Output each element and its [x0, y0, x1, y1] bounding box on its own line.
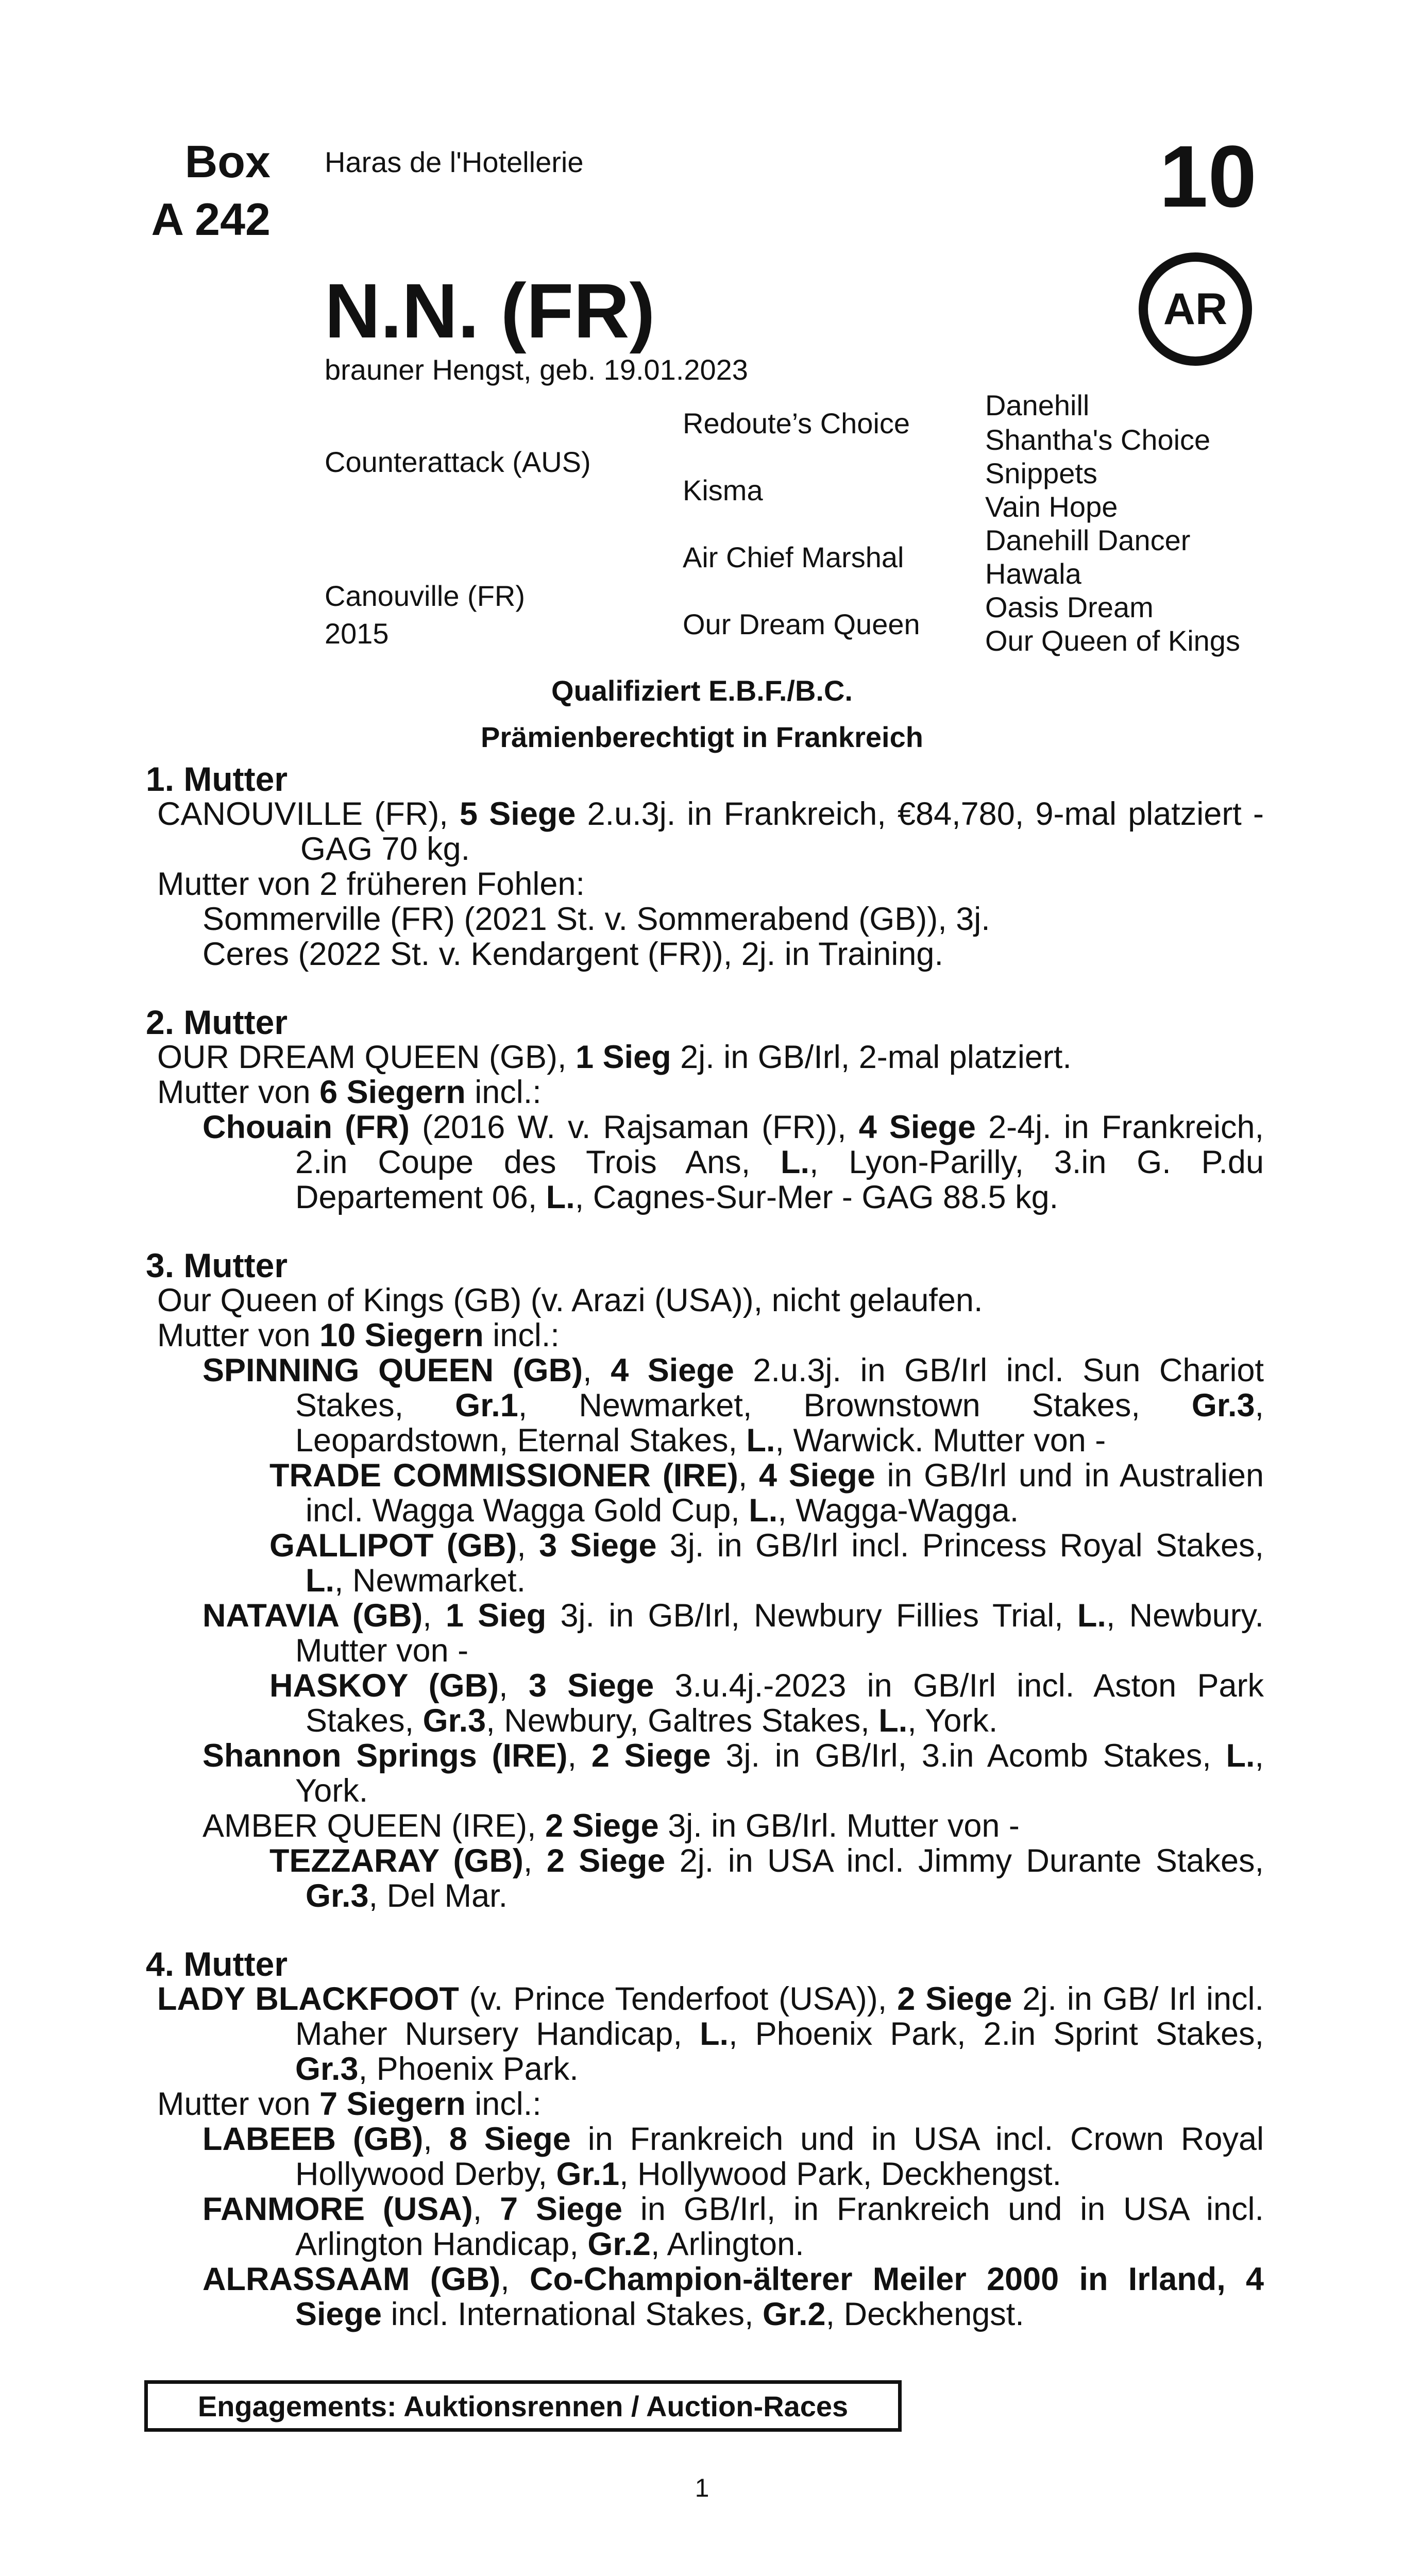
bold-segment: 8 Siege: [449, 2121, 571, 2157]
pedigree-dam-year: 2015: [325, 617, 389, 650]
text-segment: , Del Mar.: [368, 1878, 508, 1914]
pedigree-gen3-7: Oasis Dream: [985, 591, 1154, 623]
text-segment: , Newmarket.: [334, 1563, 526, 1599]
engagements-text: Engagements: Auktionsrennen / Auction-Races: [197, 2389, 849, 2422]
qualification-note: Qualifiziert E.B.F./B.C.: [551, 674, 853, 707]
text-segment: 2.u.3j. in Frankreich, €84,780, 9-mal platziert - GAG 70 kg.: [300, 796, 1264, 867]
bold-segment: GALLIPOT (GB): [269, 1528, 517, 1564]
bold-segment: L.: [306, 1563, 334, 1599]
bold-segment: 3 Siege: [539, 1528, 657, 1564]
text-segment: ,: [738, 1458, 759, 1494]
dam3-line-4: [146, 1458, 1264, 1528]
text-segment: (v. Prince Tenderfoot (USA)),: [459, 1981, 898, 2017]
text-segment: , Arlington.: [650, 2226, 804, 2262]
bold-segment: ALRASSAAM (GB): [202, 2261, 501, 2297]
text-segment: ,: [583, 1352, 611, 1388]
bold-segment: 1 Sieg: [446, 1598, 547, 1634]
bold-segment: TEZZARAY (GB): [269, 1843, 523, 1879]
dam1-line-2: Mutter von 2 früheren Fohlen:: [157, 866, 585, 902]
bold-segment: TRADE COMMISSIONER (IRE): [269, 1458, 738, 1494]
bold-segment: 2 Siege: [545, 1808, 659, 1844]
text-segment: , Deckhengst.: [825, 2296, 1024, 2332]
text-segment: 2j. in USA incl. Jimmy Durante Stakes,: [665, 1843, 1264, 1879]
dam4-line-2: [146, 2087, 1264, 2122]
text-segment: , York.: [295, 1738, 1264, 1809]
text-segment: ,: [567, 1738, 591, 1774]
bold-segment: Chouain (FR): [202, 1109, 410, 1145]
lot-number: 10: [1159, 128, 1257, 226]
bold-segment: FANMORE (USA): [202, 2191, 473, 2227]
dam3-line-3: [146, 1353, 1264, 1458]
bold-segment: Gr.1: [556, 2156, 620, 2192]
bold-segment: SPINNING QUEEN (GB): [202, 1352, 583, 1388]
pedigree-gen2-4: Our Dream Queen: [683, 608, 920, 640]
bold-segment: NATAVIA (GB): [202, 1598, 423, 1634]
dam4-line-1: [146, 1981, 1264, 2087]
bold-segment: 6 Siegern: [319, 1074, 466, 1110]
text-segment: 3j. in GB/Irl, Newbury Fillies Trial,: [546, 1598, 1077, 1634]
page-number: 1: [695, 2473, 709, 2502]
ar-badge-text: AR: [1163, 284, 1228, 334]
text-segment: ,: [499, 1668, 529, 1704]
bold-segment: Gr.3: [295, 2051, 359, 2087]
text-segment: Mutter von: [157, 2086, 320, 2122]
bold-segment: Shannon Springs (IRE): [202, 1738, 568, 1774]
bold-segment: Gr.3: [306, 1878, 369, 1914]
pedigree-gen3-3: Snippets: [985, 457, 1097, 489]
text-segment: ,: [472, 2191, 500, 2227]
dam2-line-2: [146, 1075, 1264, 1110]
text-segment: , Newbury, Galtres Stakes,: [486, 1703, 879, 1739]
bold-segment: 4 Siege: [759, 1458, 875, 1494]
ar-badge: [1139, 252, 1252, 366]
dam4-heading: 4. Mutter: [146, 1945, 288, 1983]
dam1-line-1: [146, 796, 1264, 867]
dam3-line-6: [146, 1598, 1264, 1668]
text-segment: ,: [517, 1528, 539, 1564]
text-segment: , Newbury. Mutter von -: [295, 1598, 1264, 1669]
text-segment: incl.:: [465, 2086, 542, 2122]
engagements-box: [144, 2380, 902, 2432]
text-segment: CANOUVILLE (FR),: [157, 796, 460, 832]
text-segment: , Leopardstown, Eternal Stakes,: [295, 1387, 1264, 1459]
text-segment: , Lyon-Parilly, 3.in G. P.du Departement 06,: [295, 1144, 1264, 1215]
pedigree-gen2-1: Redoute’s Choice: [683, 407, 910, 439]
box-number: A 242: [151, 194, 270, 245]
bold-segment: L.: [746, 1422, 775, 1459]
text-segment: , Hollywood Park, Deckhengst.: [619, 2156, 1062, 2192]
bold-segment: L.: [749, 1493, 778, 1529]
bold-segment: 2 Siege: [591, 1738, 711, 1774]
dam3-line-9: [146, 1808, 1264, 1843]
bold-segment: L.: [878, 1703, 908, 1739]
dam3-line-2: [146, 1318, 1264, 1353]
dam3-line-5: [146, 1528, 1264, 1598]
bold-segment: 3 Siege: [528, 1668, 654, 1704]
text-segment: , Wagga-Wagga.: [777, 1493, 1019, 1529]
dam3-line-8: [146, 1738, 1264, 1808]
bold-segment: Gr.2: [587, 2226, 651, 2262]
pedigree-gen3-5: Danehill Dancer: [985, 524, 1191, 556]
dam1-line-4: Ceres (2022 St. v. Kendargent (FR)), 2j. in Training.: [202, 936, 943, 972]
bold-segment: L.: [781, 1144, 810, 1180]
text-segment: incl. International Stakes,: [382, 2296, 763, 2332]
horse-name: N.N. (FR): [325, 267, 655, 354]
dam3-line-1: Our Queen of Kings (GB) (v. Arazi (USA)), nicht gelaufen.: [157, 1282, 983, 1318]
bold-segment: LADY BLACKFOOT: [157, 1981, 459, 2017]
text-segment: AMBER QUEEN (IRE),: [202, 1808, 546, 1844]
dam4-line-3: [146, 2122, 1264, 2192]
pedigree-gen3-8: Our Queen of Kings: [985, 624, 1240, 657]
bold-segment: 7 Siege: [500, 2191, 623, 2227]
bold-segment: 1 Sieg: [576, 1039, 671, 1075]
bold-segment: 5 Siege: [460, 796, 576, 832]
text-segment: 3j. in GB/Irl, 3.in Acomb Stakes,: [711, 1738, 1226, 1774]
text-segment: , Phoenix Park, 2.in Sprint Stakes,: [729, 2016, 1264, 2052]
bold-segment: Gr.3: [422, 1703, 486, 1739]
text-segment: , Warwick. Mutter von -: [775, 1422, 1106, 1459]
text-segment: 3j. in GB/Irl. Mutter von -: [658, 1808, 1020, 1844]
text-segment: Mutter von: [157, 1074, 320, 1110]
text-segment: ,: [523, 1843, 547, 1879]
pedigree-gen3-1: Danehill: [985, 389, 1090, 421]
bold-segment: Co-Champion-älterer Meiler 2000 in Irland, 4 Siege: [295, 2261, 1264, 2332]
consignor: Haras de l'Hotellerie: [325, 146, 584, 178]
text-segment: ,: [500, 2261, 530, 2297]
bold-segment: L.: [546, 1179, 575, 1215]
pedigree-sire: Counterattack (AUS): [325, 446, 591, 478]
bold-segment: 4 Siege: [611, 1352, 734, 1388]
family-text: [146, 761, 1264, 2332]
dam3-line-10: [146, 1843, 1264, 1913]
text-segment: ,: [422, 1598, 446, 1634]
bold-segment: L.: [1077, 1598, 1106, 1634]
bold-segment: 2 Siege: [897, 1981, 1012, 2017]
text-segment: incl.:: [465, 1074, 542, 1110]
dam2-heading: 2. Mutter: [146, 1003, 288, 1041]
text-segment: , Phoenix Park.: [358, 2051, 579, 2087]
dam1-heading: 1. Mutter: [146, 760, 288, 798]
text-segment: Mutter von: [157, 1317, 320, 1353]
pedigree-gen3-6: Hawala: [985, 557, 1081, 590]
text-segment: in GB/Irl und in Australien incl. Wagga Wagga Gold Cup,: [306, 1458, 1264, 1529]
bold-segment: LABEEB (GB): [202, 2121, 424, 2157]
text-segment: (2016 W. v. Rajsaman (FR)),: [410, 1109, 859, 1145]
text-segment: 3.u.4j.-2023 in GB/Irl incl. Aston Park Stakes,: [306, 1668, 1264, 1739]
pedigree-gen2-3: Air Chief Marshal: [683, 541, 904, 573]
dam4-line-5: [146, 2262, 1264, 2332]
text-segment: , Newmarket, Brownstown Stakes,: [518, 1387, 1192, 1423]
premium-note: Prämienberechtigt in Frankreich: [481, 721, 923, 753]
bold-segment: 4 Siege: [858, 1109, 976, 1145]
bold-segment: Gr.3: [1191, 1387, 1255, 1423]
text-segment: , Cagnes-Sur-Mer - GAG 88.5 kg.: [574, 1179, 1059, 1215]
text-segment: OUR DREAM QUEEN (GB),: [157, 1039, 576, 1075]
text-segment: 2j. in GB/ Irl incl. Maher Nursery Handicap,: [295, 1981, 1264, 2052]
box-label: Box: [184, 136, 270, 187]
text-segment: in GB/Irl, in Frankreich und in USA incl. Arlington Handicap,: [295, 2191, 1264, 2262]
dam2-line-1: [146, 1040, 1264, 1075]
text-segment: ,: [423, 2121, 449, 2157]
text-segment: , York.: [907, 1703, 998, 1739]
bold-segment: 10 Siegern: [319, 1317, 484, 1353]
pedigree-gen3-4: Vain Hope: [985, 490, 1118, 523]
bold-segment: Gr.1: [455, 1387, 518, 1423]
text-segment: 2.u.3j. in GB/Irl incl. Sun Chariot Stakes,: [295, 1352, 1264, 1423]
dam3-line-7: [146, 1668, 1264, 1738]
text-segment: 3j. in GB/Irl incl. Princess Royal Stakes,: [656, 1528, 1264, 1564]
horse-description: brauner Hengst, geb. 19.01.2023: [325, 353, 748, 386]
bold-segment: HASKOY (GB): [269, 1668, 499, 1704]
pedigree-gen3-2: Shantha's Choice: [985, 423, 1211, 456]
text-segment: in Frankreich und in USA incl. Crown Royal Hollywood Derby,: [295, 2121, 1264, 2192]
text-segment: incl.:: [483, 1317, 560, 1353]
pedigree-dam: Canouville (FR): [325, 580, 525, 612]
bold-segment: 7 Siegern: [319, 2086, 466, 2122]
dam3-heading: 3. Mutter: [146, 1246, 288, 1284]
bold-segment: Gr.2: [763, 2296, 826, 2332]
dam1-line-3: Sommerville (FR) (2021 St. v. Sommerabend (GB)), 3j.: [202, 901, 990, 937]
bold-segment: L.: [700, 2016, 729, 2052]
dam4-line-4: [146, 2192, 1264, 2262]
dam2-line-3: [146, 1110, 1264, 1215]
pedigree-gen2-2: Kisma: [683, 474, 763, 506]
bold-segment: 2 Siege: [546, 1843, 666, 1879]
text-segment: 2j. in GB/Irl, 2-mal platziert.: [671, 1039, 1072, 1075]
bold-segment: L.: [1226, 1738, 1255, 1774]
text-segment: 2-4j. in Frankreich, 2.in Coupe des Trois Ans,: [295, 1109, 1264, 1180]
